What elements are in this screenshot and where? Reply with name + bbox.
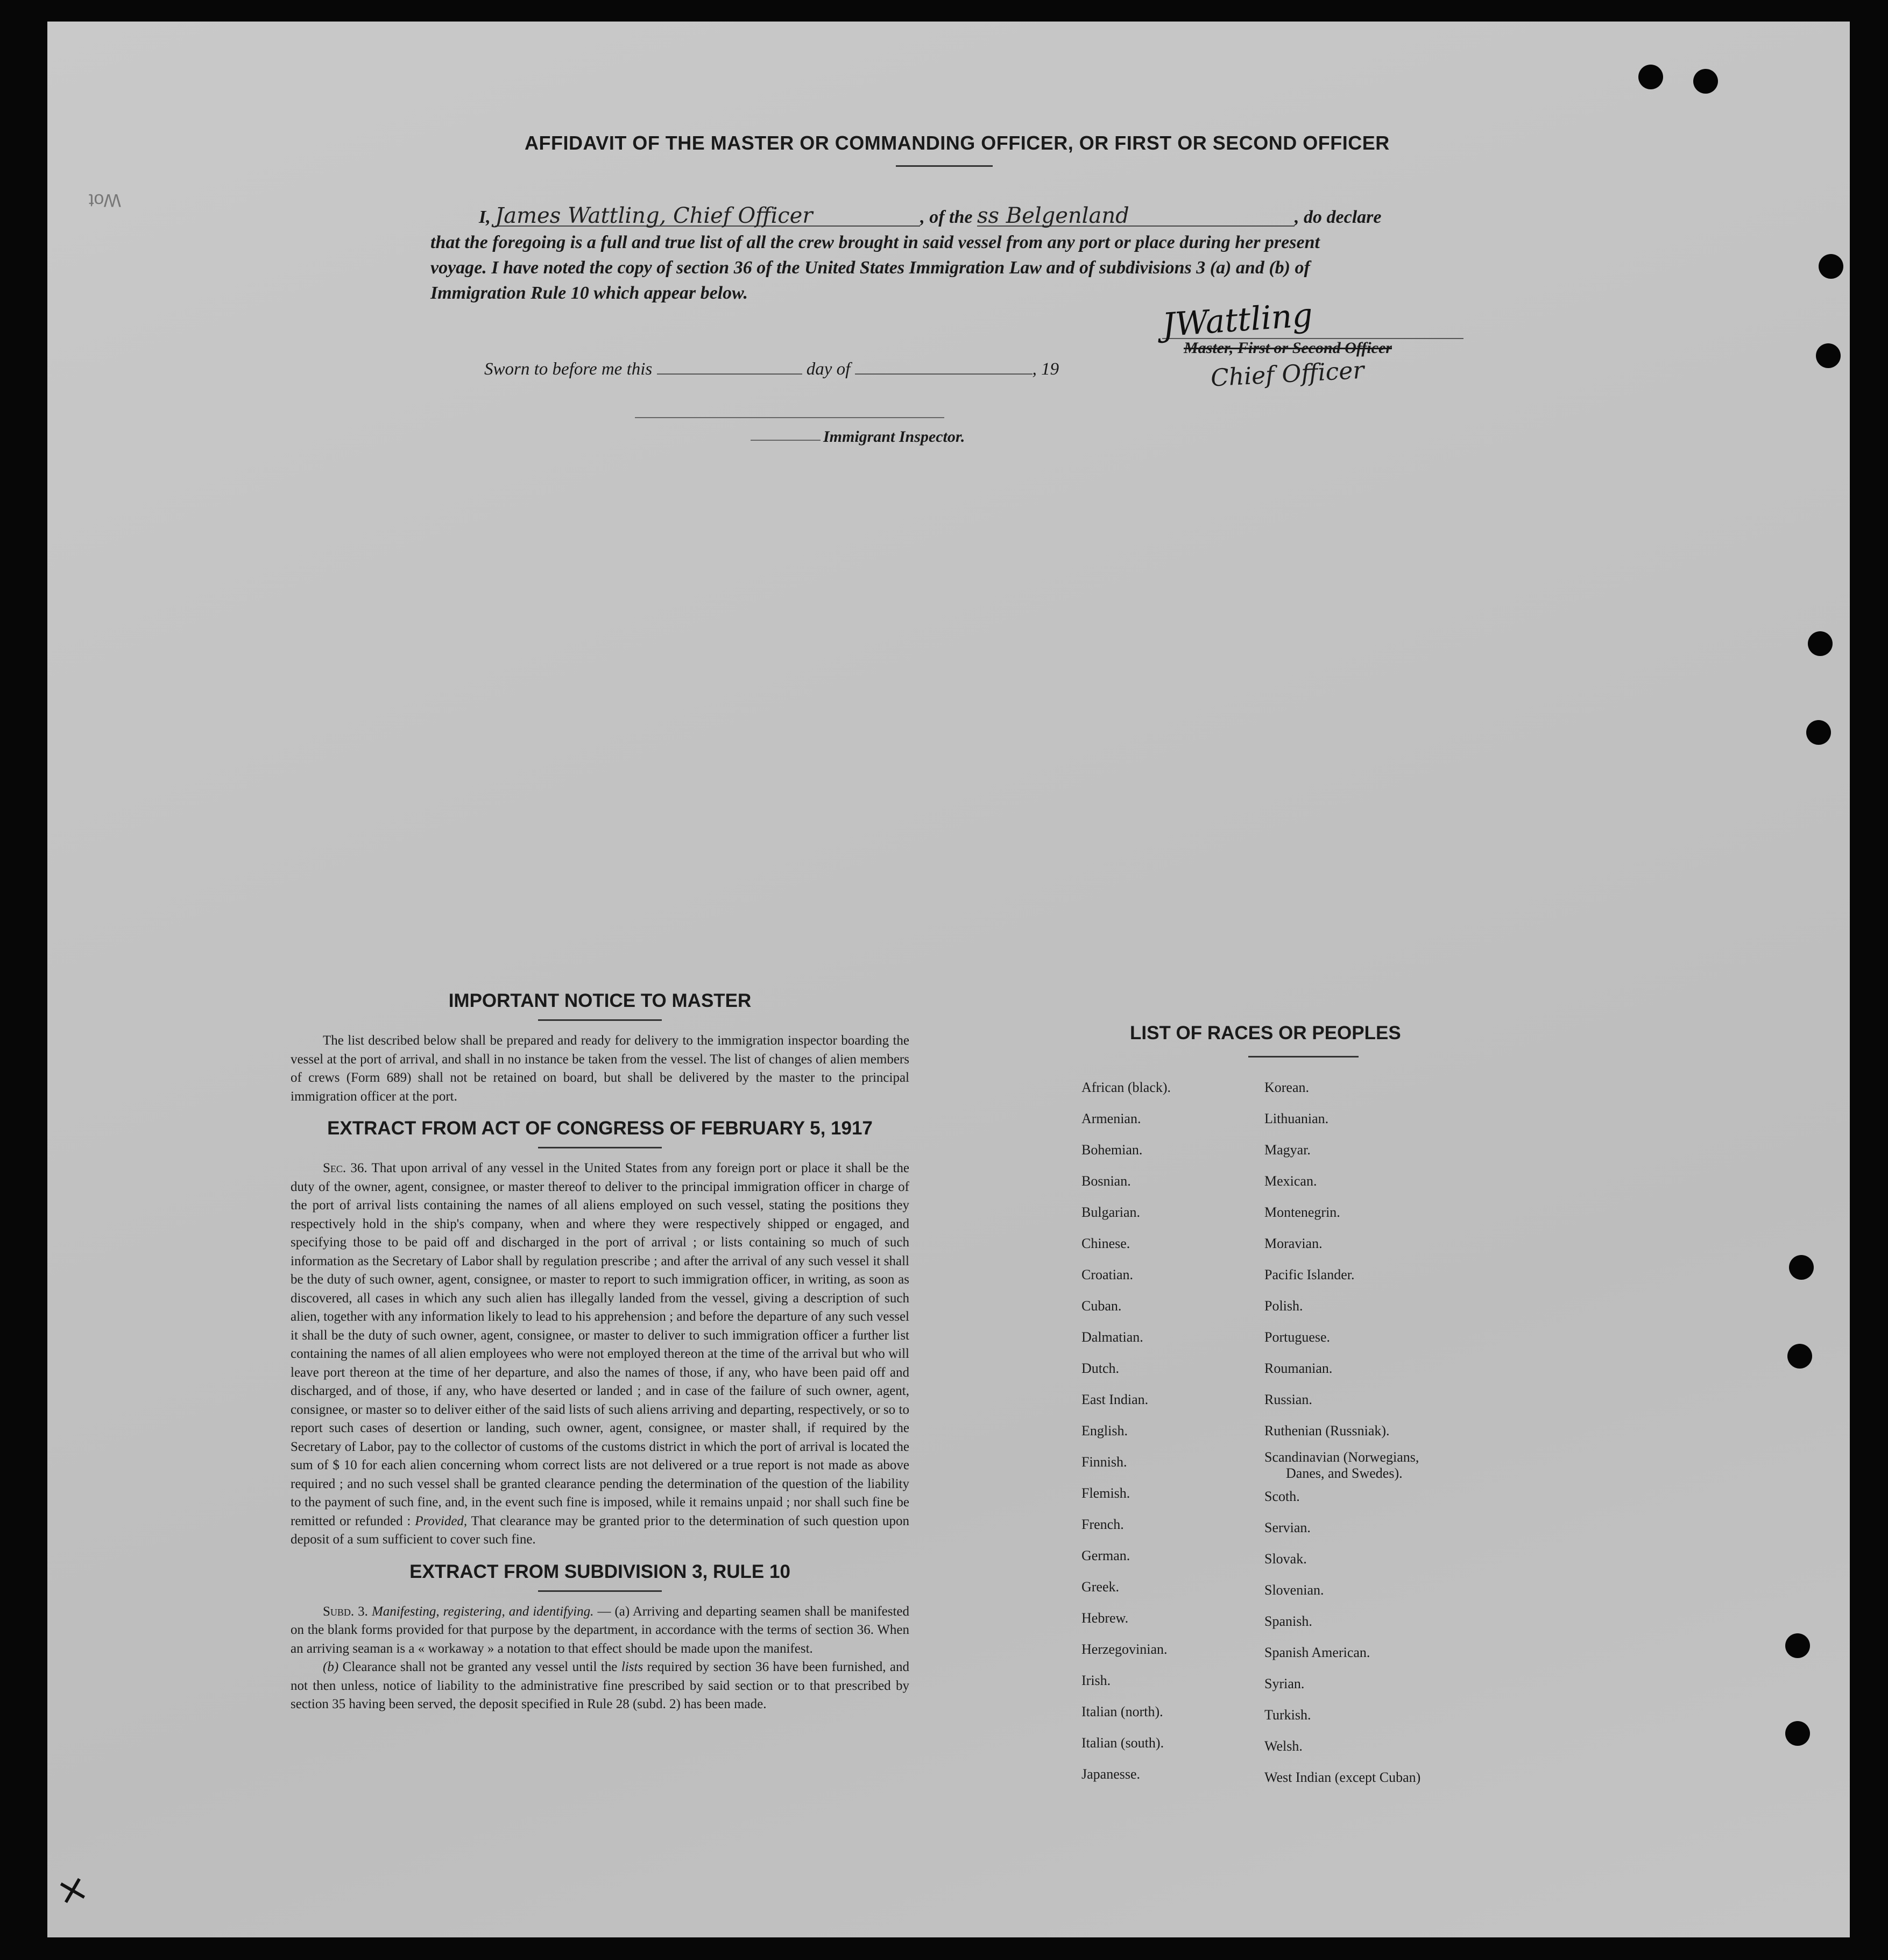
- vessel-name-field: ss Belgenland: [977, 206, 1295, 227]
- race-item: Slovak.: [1264, 1551, 1307, 1567]
- races-right-column: [1264, 1072, 1420, 1793]
- race-item: Polish.: [1264, 1298, 1303, 1314]
- race-item: Armenian.: [1081, 1111, 1141, 1126]
- provided-label: Provided,: [415, 1513, 468, 1528]
- punch-hole: [1789, 1255, 1814, 1280]
- punch-hole: [1808, 631, 1833, 656]
- sworn-day-blank: [657, 373, 802, 375]
- race-item: German.: [1081, 1548, 1130, 1563]
- para-b-text-2: required by section 36 have been furnished, and not then unless, notice of liability to the administrative fine prescribed by said section or to that prescribed by section 35 having been served, the deposit specified in Rule 28 (subd. 2) has been made.: [291, 1660, 910, 1711]
- race-item: Russian.: [1264, 1392, 1312, 1407]
- notice-column: [291, 990, 909, 1714]
- punch-hole: [1785, 1721, 1810, 1746]
- race-item: Flemish.: [1081, 1485, 1130, 1501]
- race-item: Welsh.: [1264, 1738, 1303, 1754]
- affidavit-body: [430, 205, 1442, 306]
- do-declare-label: , do declare: [1295, 207, 1382, 227]
- race-item: Slovenian.: [1264, 1582, 1324, 1598]
- race-item: French.: [1081, 1517, 1124, 1532]
- race-item: Bohemian.: [1081, 1142, 1143, 1158]
- act-heading: EXTRACT FROM ACT OF CONGRESS OF FEBRUARY 5, 1917: [327, 1118, 873, 1139]
- punch-hole: [1806, 720, 1831, 745]
- race-item: Korean.: [1264, 1080, 1310, 1095]
- act-text: [291, 1159, 909, 1549]
- race-item: Magyar.: [1264, 1142, 1311, 1158]
- notice-text: The list described below shall be prepared and ready for delivery to the immigration inspector boarding the vessel at the port of arrival, and shall in no instance be taken from the vessel. The list of changes of alien members of crews (Form 689) shall not be retained on board, but shall be delivered by the master to the principal immigration officer at the port.: [291, 1033, 909, 1104]
- race-item: Spanish.: [1264, 1613, 1312, 1629]
- race-item: Japanesse.: [1081, 1766, 1141, 1782]
- race-item: Scandinavian (Norwegians,: [1264, 1449, 1419, 1465]
- handwritten-officer-title: Chief Officer: [1210, 356, 1365, 392]
- race-item: Bulgarian.: [1081, 1204, 1141, 1220]
- race-item: Herzegovinian.: [1081, 1641, 1168, 1657]
- rule-para-a: [291, 1603, 909, 1659]
- handwritten-signature: JWattling: [1161, 296, 1314, 344]
- heading-underline: [538, 1590, 662, 1592]
- punch-hole: [1693, 69, 1718, 94]
- race-item: Dutch.: [1081, 1360, 1120, 1376]
- race-item: Portuguese.: [1264, 1329, 1331, 1345]
- race-item: Roumanian.: [1264, 1360, 1333, 1376]
- inspector-label: Immigrant Inspector.: [823, 428, 965, 446]
- sworn-line: [484, 359, 1130, 379]
- sworn-label: Sworn to before me this: [484, 359, 653, 379]
- officer-name-field: James Wattling, Chief Officer: [495, 206, 920, 227]
- heading-underline: [1248, 1056, 1359, 1057]
- para-b-lists: lists: [621, 1660, 644, 1674]
- act-body-end: That clearance may be granted prior to the determination of such question upon deposit of a sum sufficient to cover such fine.: [291, 1513, 909, 1547]
- race-item: Syrian.: [1264, 1676, 1305, 1691]
- corner-mark: ×: [51, 1864, 94, 1915]
- para-a-prefix: — (a): [597, 1604, 630, 1619]
- signature-block: [1161, 296, 1392, 404]
- rule-para-b: [291, 1658, 909, 1714]
- race-item: Irish.: [1081, 1673, 1111, 1688]
- para-b-text-1: Clearance shall not be granted any vessel until the: [342, 1660, 618, 1674]
- race-item: Turkish.: [1264, 1707, 1311, 1723]
- inspector-signature-line: [635, 417, 944, 418]
- heading-underline: [538, 1019, 662, 1021]
- para-a-text: Arriving and departing seamen shall be manifested on the blank forms provided for that purpose by the department, in accordance with the terms of section 36. When an arriving seaman is a « workaway » a notation to that effect should be made upon the manifest.: [291, 1604, 910, 1656]
- race-item: Scoth.: [1264, 1489, 1300, 1504]
- day-of-label: day of: [806, 359, 851, 379]
- race-item: Cuban.: [1081, 1298, 1122, 1314]
- race-item: Finnish.: [1081, 1454, 1127, 1470]
- punch-hole: [1816, 343, 1841, 368]
- affidavit-line-4: Immigration Rule 10 which appear below.: [430, 283, 748, 303]
- races-left-column: [1081, 1072, 1171, 1790]
- margin-note: Wot: [89, 190, 121, 210]
- year-label: , 19: [1032, 359, 1059, 379]
- affidavit-line-2: that the foregoing is a full and true list of all the crew brought in said vessel from any port or place during her present: [430, 232, 1320, 252]
- punch-hole: [1638, 65, 1663, 89]
- subd-italic: Manifesting, registering, and identifying.: [371, 1604, 594, 1619]
- race-item: West Indian (except Cuban): [1264, 1769, 1421, 1785]
- race-item: Ruthenian (Russniak).: [1264, 1423, 1390, 1439]
- race-item: Pacific Islander.: [1264, 1267, 1355, 1282]
- race-item: Greek.: [1081, 1579, 1120, 1595]
- para-b-prefix: (b): [323, 1660, 339, 1674]
- inspector-short-line: [751, 440, 821, 441]
- race-item: Spanish American.: [1264, 1645, 1370, 1660]
- struck-officer-title: Master, First or Second Officer: [1184, 339, 1392, 357]
- race-item: Servian.: [1264, 1520, 1311, 1535]
- race-item: Croatian.: [1081, 1267, 1134, 1282]
- race-item: Dalmatian.: [1081, 1329, 1143, 1345]
- intro-i: I,: [479, 207, 491, 227]
- affidavit-line-3: voyage. I have noted the copy of section 36 of the United States Immigration Law and of subdivisions 3 (a) and (b) of: [430, 258, 1310, 278]
- race-item: Bosnian.: [1081, 1173, 1131, 1189]
- race-item: Danes, and Swedes).: [1286, 1465, 1403, 1481]
- race-item: English.: [1081, 1423, 1128, 1439]
- race-item: East Indian.: [1081, 1392, 1149, 1407]
- race-item: Lithuanian.: [1264, 1111, 1329, 1126]
- race-item: Hebrew.: [1081, 1610, 1129, 1626]
- sworn-month-blank: [855, 373, 1033, 375]
- punch-hole: [1819, 254, 1843, 279]
- subd-label: Subd. 3.: [323, 1604, 368, 1619]
- sec-label: Sec. 36.: [323, 1161, 367, 1175]
- race-item: African (black).: [1081, 1080, 1171, 1095]
- races-heading: LIST OF RACES OR PEOPLES: [1130, 1023, 1401, 1044]
- race-item: Montenegrin.: [1264, 1204, 1340, 1220]
- punch-hole: [1785, 1633, 1810, 1658]
- rule-heading: EXTRACT FROM SUBDIVISION 3, RULE 10: [409, 1561, 790, 1582]
- title-underline: [896, 165, 993, 167]
- heading-underline: [538, 1147, 662, 1148]
- race-item: Mexican.: [1264, 1173, 1317, 1189]
- race-item: Italian (north).: [1081, 1704, 1163, 1719]
- affidavit-title: AFFIDAVIT OF THE MASTER OR COMMANDING OFFICER, OR FIRST OR SECOND OFFICER: [525, 132, 1390, 154]
- race-item: Chinese.: [1081, 1236, 1130, 1251]
- race-item: Moravian.: [1264, 1236, 1323, 1251]
- punch-hole: [1787, 1344, 1812, 1369]
- race-item: Italian (south).: [1081, 1735, 1164, 1751]
- act-body: That upon arrival of any vessel in the United States from any foreign port or place it shall be the duty of the owner, agent, consignee, or master thereof to deliver to the principal immigration officer in charge of the port of arrival lists containing the names of all aliens employed on such vessel, stating the positions they respectively hold in the ship's company, when and where they were respectively shipped or engaged, and specifying those to be paid off and discharged in the port of arrival ; or lists containing so much of such information as the Secretary of Labor shall by regulation prescribe ; and after the arrival of any such vessel it shall be the duty of such owner, agent, consignee, or master to report to such immigration officer, in writing, as soon as discovered, all cases in which any such alien has illegally landed from the vessel, giving a description of such alien, together with any information likely to lead to his apprehension ; and before the departure of any such vessel it shall be the duty of such owner, agent, consignee, or master to deliver to such immigration officer a further list containing the names of all alien employees who were not employed thereon at the time of the arrival but who will leave port thereon at the time of her departure, and also the names of those, if any, who have been paid off and discharged, and of those, if any, who have deserted or landed ; and in case of the failure of such owner, agent, consignee, or master so to deliver either of the said lists of such aliens arriving and departing, respectively, or so to report such cases of desertion or landing, such owner, agent, consignee, or master shall, if required by the Secretary of Labor, pay to the collector of customs of the customs district in which the port of arrival is located the sum of $ 10 for each alien concerning whom correct lists are not delivered or a true report is not made as above required ; and no such vessel shall be granted clearance pending the determination of the question of the liability to the payment of such fine, and, in the event such fine is imposed, while it remains unpaid ; nor shall such fine be remitted or refunded :: [291, 1161, 909, 1528]
- notice-heading: IMPORTANT NOTICE TO MASTER: [448, 990, 752, 1011]
- of-the-label: , of the: [920, 207, 973, 227]
